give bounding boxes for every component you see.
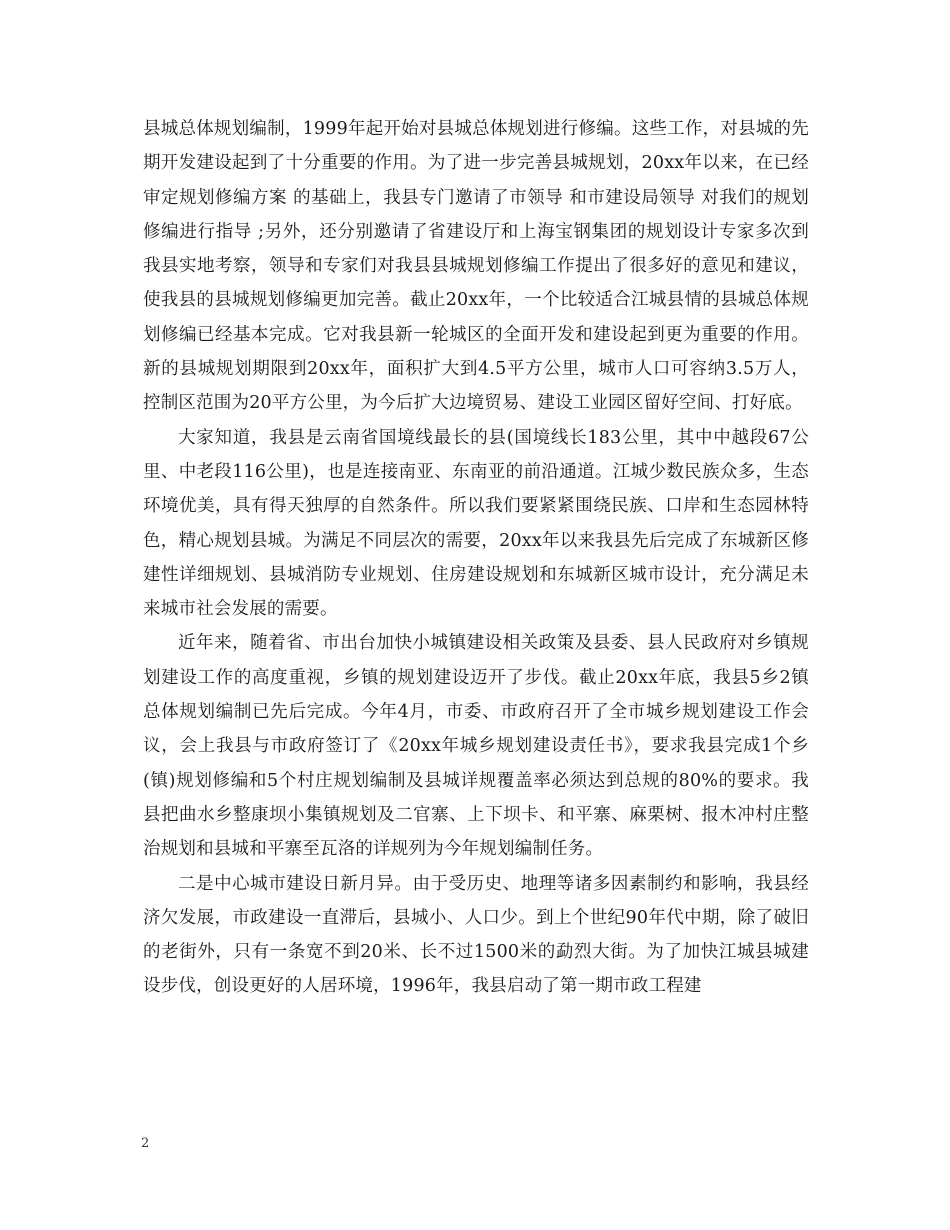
body-text: [143, 112, 809, 1004]
page-number: 2: [141, 1136, 150, 1151]
paragraph-continued: 县城总体规划编制，1999年起开始对县城总体规划进行修编。这些工作，对县城的先期开发建设起到了十分重要的作用。为了进一步完善县城规划，20xx年以来，在已经审定规划修编方案 的基础上，我县专门邀请了市领导 和市建设局领导 对我们的规划修编进行指导 ;另外，还分别邀请了省建设厅和上海宝钢集团的规划设计专家多次到我县实地考察，领导和专家们对我县县城规划修编工作提出了很多好的意见和建议，使我县的县城规划修编更加完善。截止20xx年，一个比较适合江城县情的县城总体规划修编已经基本完成。它对我县新一轮城区的全面开发和建设起到更为重要的作用。新的县城规划期限到20xx年，面积扩大到4.5平方公里，城市人口可容纳3.5万人，控制区范围为20平方公里，为今后扩大边境贸易、建设工业园区留好空间、打好底。: [143, 119, 809, 414]
paragraph-town-planning: 近年来，随着省、市出台加快小城镇建设相关政策及县委、县人民政府对乡镇规划建设工作的高度重视，乡镇的规划建设迈开了步伐。截止20xx年底，我县5乡2镇总体规划编制已先后完成。今年4月，市委、市政府召开了全市城乡规划建设工作会议，会上我县与市政府签订了《20xx年城乡规划建设责任书》，要求我县完成1个乡(镇)规划修编和5个村庄规划编制及县城详规覆盖率必须达到总规的80%的要求。我县把曲水乡整康坝小集镇规划及二官寨、上下坝卡、和平寨、麻栗树、报木冲村庄整治规划和县城和平寨至瓦洛的详规列为今年规划编制任务。: [143, 633, 809, 860]
paragraph-border-overview: 大家知道，我县是云南省国境线最长的县(国境线长183公里，其中中越段67公里、中老段116公里)，也是连接南亚、东南亚的前沿通道。江城少数民族众多，生态环境优美，具有得天独厚的自然条件。所以我们要紧紧围绕民族、口岸和生态园林特色，精心规划县城。为满足不同层次的需要，20xx年以来我县先后完成了东城新区修建性详细规划、县城消防专业规划、住房建设规划和东城新区城市设计，充分满足未来城市社会发展的需要。: [143, 427, 809, 620]
paragraph-city-construction: 二是中心城市建设日新月异。由于受历史、地理等诸多因素制约和影响，我县经济欠发展，市政建设一直滞后，县城小、人口少。到上个世纪90年代中期，除了破旧的老街外，只有一条宽不到20米、长不过1500米的勐烈大街。为了加快江城县城建设步伐，创设更好的人居环境，1996年，我县启动了第一期市政工程建: [143, 873, 809, 997]
